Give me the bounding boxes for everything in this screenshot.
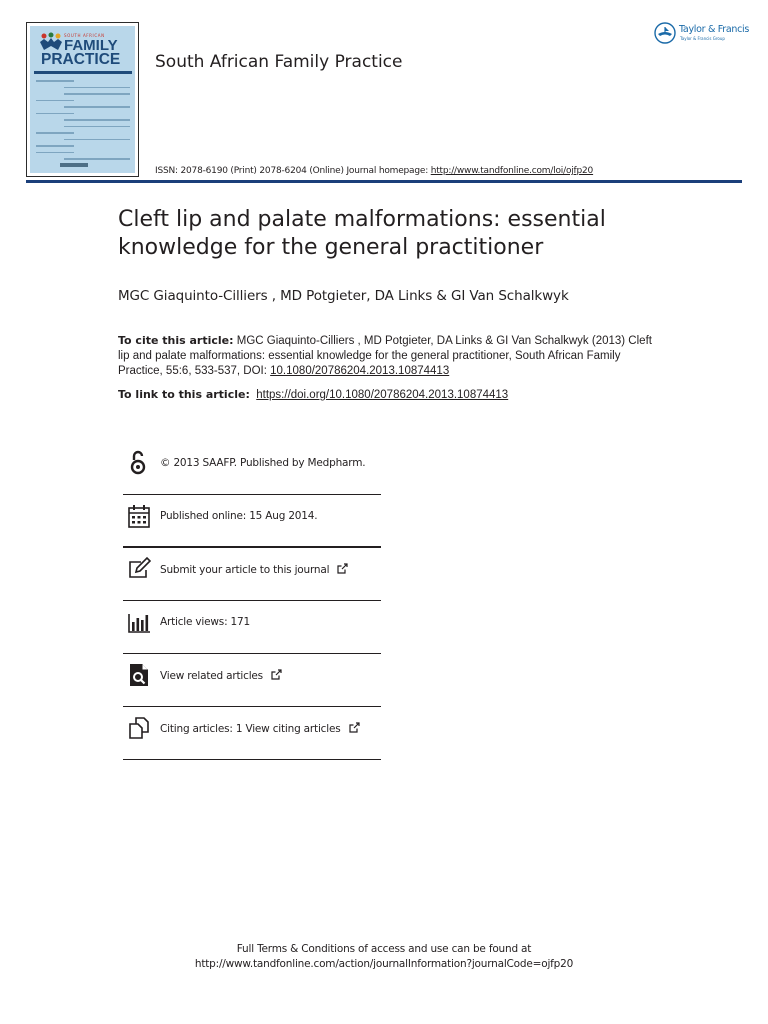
submit-article-label: Submit your article to this journal (160, 564, 330, 576)
published-online-text: Published online: 15 Aug 2014. (160, 510, 318, 522)
journal-homepage-link[interactable]: http://www.tandfonline.com/loi/ojfp20 (430, 166, 594, 176)
article-views-text: Article views: 171 (160, 616, 250, 628)
publisher-name: Taylor & Francis (679, 24, 750, 35)
cover-top-text: SOUTH AFRICAN (64, 33, 105, 38)
article-metadata-list (123, 442, 381, 760)
article-title: Cleft lip and palate malformations: essential knowledge for the general practitioner (118, 207, 606, 260)
citing-articles-icon (127, 715, 151, 741)
related-articles-item[interactable] (123, 654, 381, 707)
family-logo-icon (38, 32, 64, 52)
article-authors: MGC Giaquinto-Cilliers , MD Potgieter, DA Links & GI Van Schalkwyk (118, 288, 569, 304)
related-articles-link[interactable] (160, 669, 282, 682)
cover-title-family: FAMILY (64, 37, 118, 54)
article-doi-link[interactable]: https://doi.org/10.1080/20786204.2013.10874413 (256, 389, 509, 401)
terms-footer (0, 942, 768, 972)
publisher-logo[interactable] (654, 22, 750, 46)
external-link-icon (337, 563, 348, 574)
issn-text: ISSN: 2078-6190 (Print) 2078-6204 (Online) Journal homepage: (155, 166, 431, 176)
article-views-item (123, 601, 381, 654)
article-link-block (118, 388, 508, 401)
copyright-text: © 2013 SAAFP. Published by Medpharm. (160, 457, 366, 469)
publisher-group: Taylor & Francis Group (680, 36, 725, 41)
citation-doi-link[interactable]: 10.1080/20786204.2013.10874413 (270, 365, 450, 377)
citing-articles-link[interactable] (160, 722, 360, 735)
citation-text: MGC Giaquinto-Cilliers , MD Potgieter, DA Links & GI Van Schalkwyk (2013) Cleft lip and palate malformations: essential knowledge for the general practitioner, South African Family Practice, 55:6, 533-537, DOI: (118, 335, 652, 377)
edit-icon (127, 556, 151, 582)
open-access-item (123, 442, 381, 495)
document-search-icon (127, 662, 151, 688)
terms-text: Full Terms & Conditions of access and use can be found at (236, 943, 532, 955)
citation-label: To cite this article: (118, 334, 234, 347)
journal-title: South African Family Practice (155, 52, 403, 72)
calendar-icon (127, 503, 151, 529)
citation-block (118, 333, 658, 379)
cover-title-practice: PRACTICE (41, 51, 121, 68)
published-online-item (123, 495, 381, 548)
submit-article-item[interactable] (123, 548, 381, 601)
open-access-icon (127, 450, 151, 476)
article-link-label: To link to this article: (118, 388, 250, 401)
terms-url-link[interactable]: http://www.tandfonline.com/action/journalInformation?journalCode=ojfp20 (194, 958, 574, 970)
related-articles-label: View related articles (160, 670, 263, 682)
issn-line (155, 166, 593, 176)
external-link-icon (271, 669, 282, 680)
header-divider (26, 180, 742, 183)
taylor-francis-icon (654, 22, 676, 44)
submit-article-link[interactable] (160, 563, 348, 576)
bar-chart-icon (127, 609, 151, 635)
citing-articles-label: Citing articles: 1 View citing articles (160, 723, 341, 735)
external-link-icon (349, 722, 360, 733)
journal-cover-image (26, 22, 139, 177)
citing-articles-item[interactable] (123, 707, 381, 760)
